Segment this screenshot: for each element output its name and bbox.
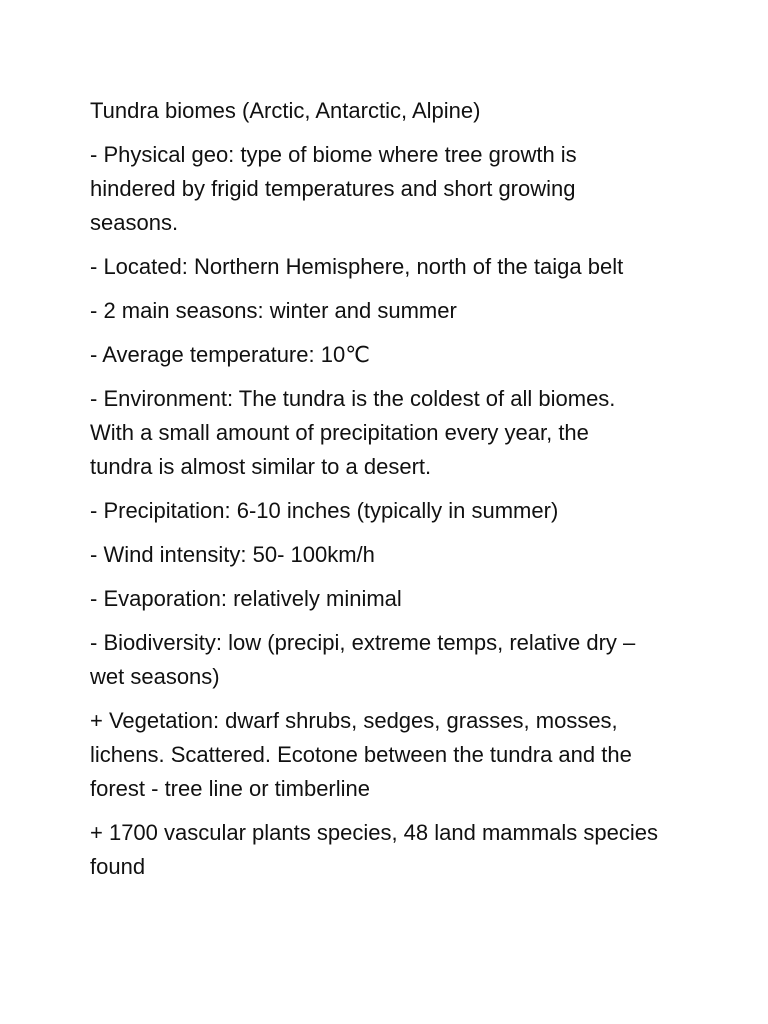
document-body xyxy=(90,94,690,894)
temperature-paragraph: - Average temperature: 10℃ xyxy=(90,342,370,367)
vegetation-paragraph: + Vegetation: dwarf shrubs, sedges, grasses, mosses, lichens. Scattered. Ecotone between the tundra and the forest - tree line or timberline xyxy=(90,708,632,801)
located-paragraph: - Located: Northern Hemisphere, north of the taiga belt xyxy=(90,254,624,279)
document-title: Tundra biomes (Arctic, Antarctic, Alpine) xyxy=(90,98,481,123)
environment-paragraph: - Environment: The tundra is the coldest of all biomes. With a small amount of precipitation every year, the tundra is almost similar to a desert. xyxy=(90,386,616,479)
seasons-paragraph: - 2 main seasons: winter and summer xyxy=(90,298,457,323)
evaporation-paragraph: - Evaporation: relatively minimal xyxy=(90,586,402,611)
species-count-paragraph: + 1700 vascular plants species, 48 land mammals species found xyxy=(90,820,659,879)
physical-geo-paragraph: - Physical geo: type of biome where tree growth is hindered by frigid temperatures and short growing seasons. xyxy=(90,142,577,235)
wind-intensity-paragraph: - Wind intensity: 50- 100km/h xyxy=(90,542,375,567)
precipitation-paragraph: - Precipitation: 6-10 inches (typically in summer) xyxy=(90,498,559,523)
biodiversity-paragraph: - Biodiversity: low (precipi, extreme temps, relative dry – wet seasons) xyxy=(90,630,636,689)
